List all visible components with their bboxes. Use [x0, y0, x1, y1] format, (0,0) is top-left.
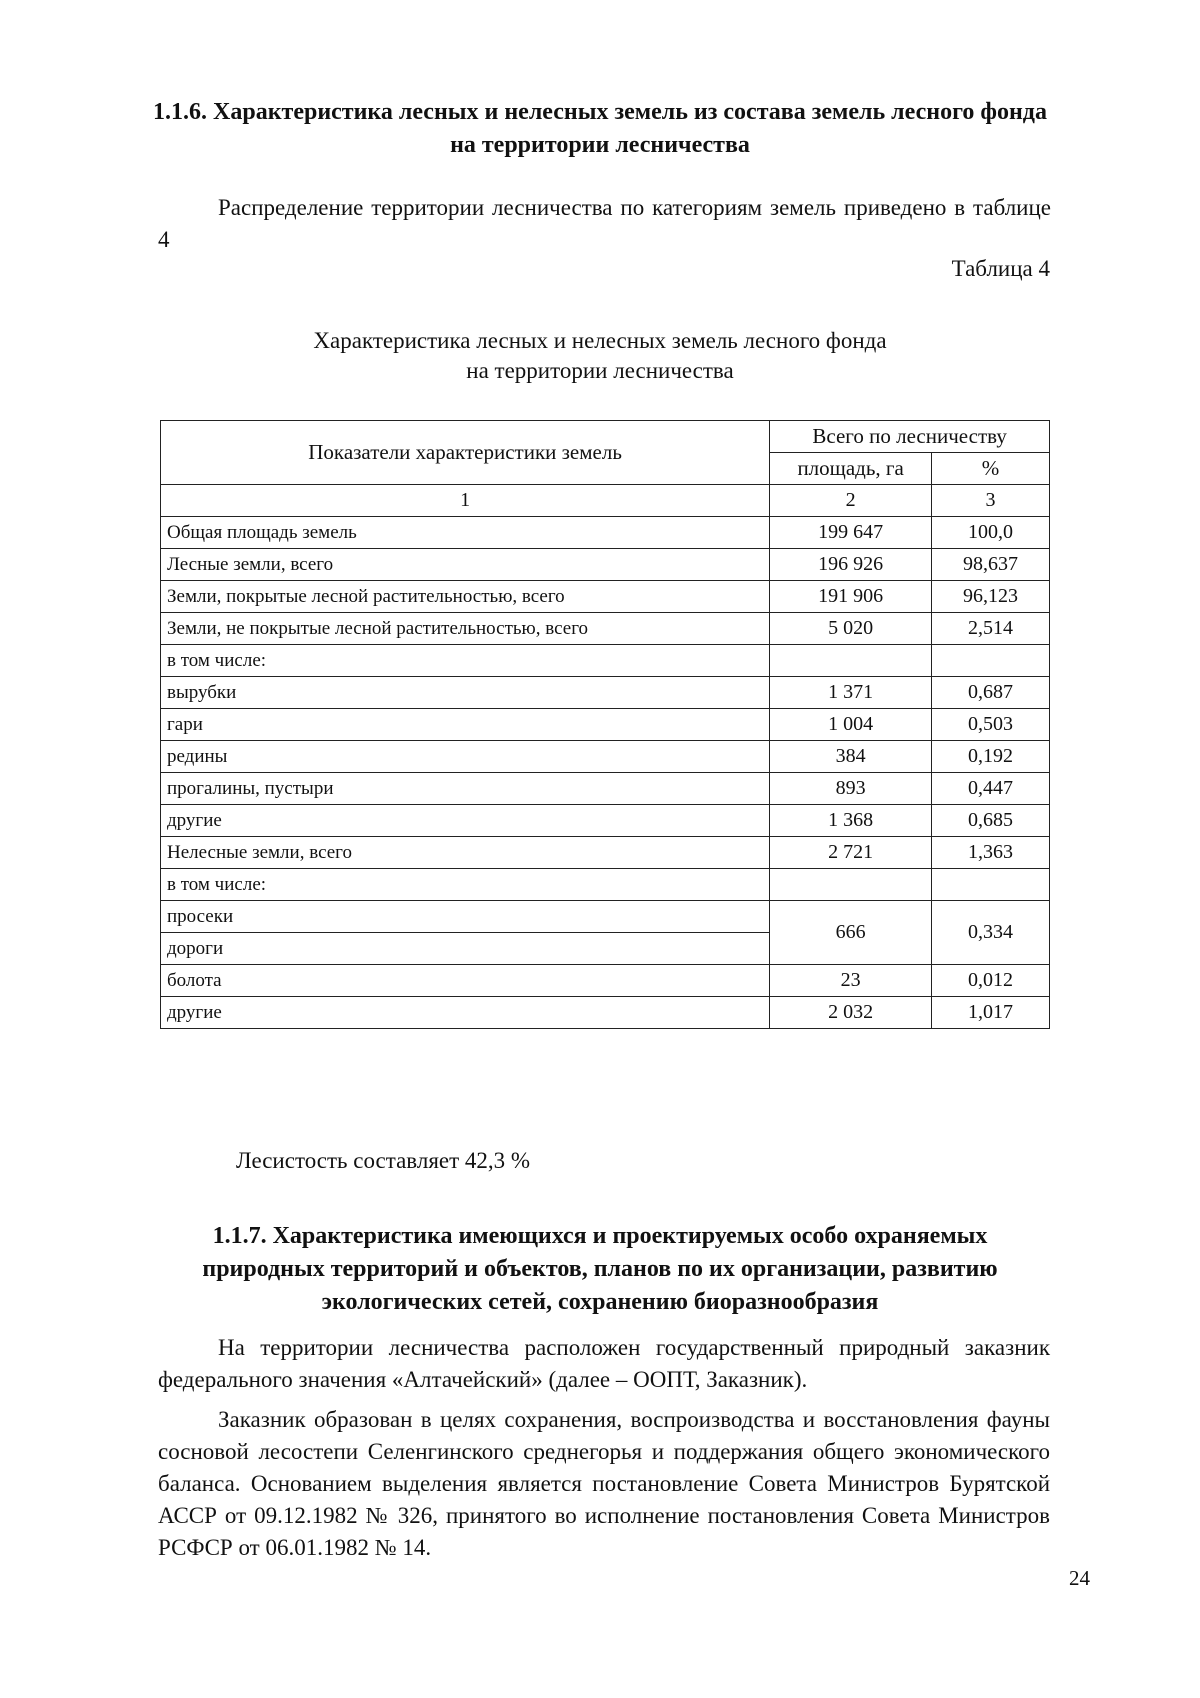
table-row [161, 613, 1050, 645]
section-heading-1-1-7: 1.1.7. Характеристика имеющихся и проектируемых особо охраняемых природных территорий и объектов, планов по их организации, развитию экологических сетей, сохранению биоразнообразия [202, 1223, 998, 1315]
table-row [161, 549, 1050, 581]
table-header-row [161, 421, 1050, 453]
row-percent: 98,637 [932, 549, 1050, 581]
row-area-merged: 666 [770, 901, 932, 965]
row-label: в том числе: [161, 645, 770, 677]
row-label: Нелесные земли, всего [161, 837, 770, 869]
table-caption-line-2: на территории лесничества [466, 358, 734, 383]
table-row [161, 517, 1050, 549]
intro-paragraph: Распределение территории лесничества по категориям земель приведено в таблице 4 [158, 195, 1051, 252]
section-heading-1-1-6: 1.1.6. Характеристика лесных и нелесных земель из состава земель лесного фонда на территории лесничества [153, 99, 1047, 158]
row-percent [932, 869, 1050, 901]
table-row [161, 741, 1050, 773]
row-label: Земли, не покрытые лесной растительностью, всего [161, 613, 770, 645]
row-percent [932, 645, 1050, 677]
table-row [161, 869, 1050, 901]
table-row [161, 805, 1050, 837]
forest-cover-statement: Лесистость составляет 42,3 % [236, 1148, 531, 1173]
header-percent: % [932, 453, 1050, 485]
table-row [161, 997, 1050, 1029]
row-label: в том числе: [161, 869, 770, 901]
row-label: гари [161, 709, 770, 741]
row-percent: 0,503 [932, 709, 1050, 741]
row-label: прогалины, пустыри [161, 773, 770, 805]
row-area: 1 004 [770, 709, 932, 741]
page-number: 24 [1069, 1566, 1090, 1590]
row-percent: 0,447 [932, 773, 1050, 805]
row-label: дороги [161, 933, 770, 965]
table-row [161, 645, 1050, 677]
row-label: другие [161, 805, 770, 837]
row-label: просеки [161, 901, 770, 933]
table-row [161, 965, 1050, 997]
row-label: Лесные земли, всего [161, 549, 770, 581]
table-row [161, 709, 1050, 741]
row-area: 1 368 [770, 805, 932, 837]
row-percent: 100,0 [932, 517, 1050, 549]
row-label: редины [161, 741, 770, 773]
row-area: 199 647 [770, 517, 932, 549]
table-row [161, 773, 1050, 805]
row-area: 2 721 [770, 837, 932, 869]
table-column-number-row [161, 485, 1050, 517]
row-area [770, 869, 932, 901]
row-percent: 2,514 [932, 613, 1050, 645]
paragraph-reserve-location: На территории лесничества расположен государственный природный заказник федерального значения «Алтачейский» (далее – ООПТ, Заказник). [158, 1335, 1050, 1392]
row-area: 384 [770, 741, 932, 773]
row-percent: 0,687 [932, 677, 1050, 709]
row-percent: 0,685 [932, 805, 1050, 837]
row-percent: 96,123 [932, 581, 1050, 613]
row-label: другие [161, 997, 770, 1029]
table-row [161, 837, 1050, 869]
row-area: 1 371 [770, 677, 932, 709]
row-label: болота [161, 965, 770, 997]
column-number-3: 3 [932, 485, 1050, 517]
row-label: вырубки [161, 677, 770, 709]
header-indicators: Показатели характеристики земель [161, 421, 770, 485]
row-area [770, 645, 932, 677]
row-area: 196 926 [770, 549, 932, 581]
row-label: Общая площадь земель [161, 517, 770, 549]
row-percent: 1,363 [932, 837, 1050, 869]
paragraph-reserve-purpose: Заказник образован в целях сохранения, воспроизводства и восстановления фауны сосновой лесостепи Селенгинского среднегорья и поддержания общего экономического баланса. Основанием выделения является постановление Совета Министров Бурятской АССР от 09.12.1982 № 326, принятого во исполнение постановления Совета Министров РСФСР от 06.01.1982 № 14. [158, 1407, 1050, 1560]
table-number-label: Таблица 4 [951, 256, 1050, 281]
row-percent: 0,192 [932, 741, 1050, 773]
table-caption-line-1: Характеристика лесных и нелесных земель лесного фонда [313, 328, 887, 353]
header-total-by-forestry: Всего по лесничеству [770, 421, 1050, 453]
table-caption [150, 326, 1050, 386]
table-row [161, 581, 1050, 613]
row-area: 2 032 [770, 997, 932, 1029]
header-area: площадь, га [770, 453, 932, 485]
row-label: Земли, покрытые лесной растительностью, всего [161, 581, 770, 613]
column-number-2: 2 [770, 485, 932, 517]
table-row [161, 901, 1050, 933]
row-percent-merged: 0,334 [932, 901, 1050, 965]
row-percent: 1,017 [932, 997, 1050, 1029]
row-area: 23 [770, 965, 932, 997]
row-area: 191 906 [770, 581, 932, 613]
column-number-1: 1 [161, 485, 770, 517]
land-characteristics-table [160, 420, 1050, 1029]
row-area: 893 [770, 773, 932, 805]
row-area: 5 020 [770, 613, 932, 645]
row-percent: 0,012 [932, 965, 1050, 997]
table-row [161, 677, 1050, 709]
